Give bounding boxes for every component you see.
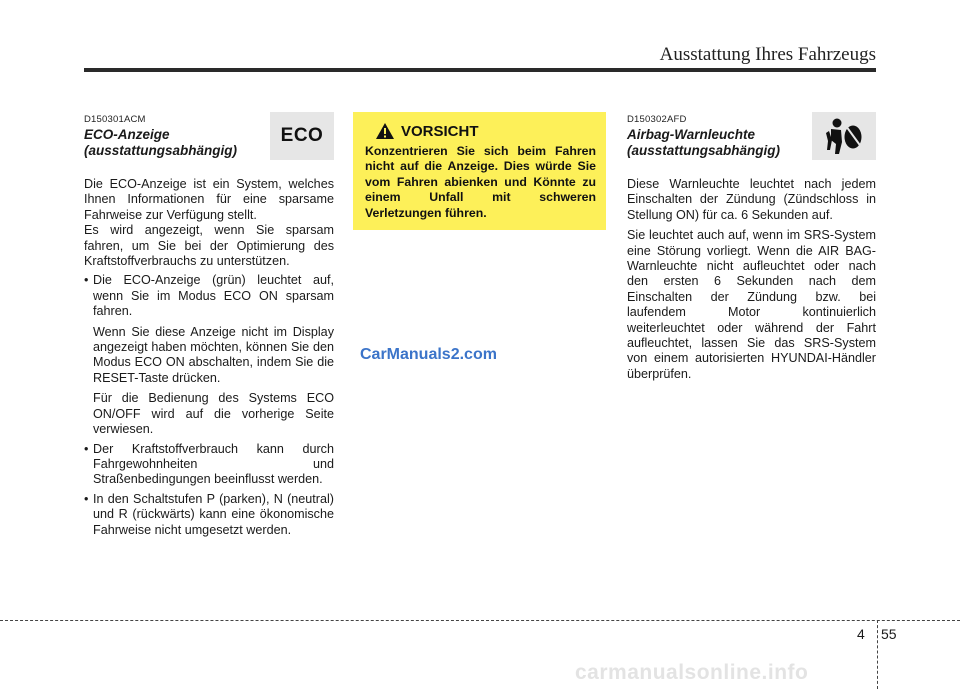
chapter-number: 4 xyxy=(857,626,865,642)
eco-bullet-3: • In den Schaltstufen P (parken), N (neutral) und R (rückwärts) kann eine ökonomische Fahrweise nicht umgesetzt werden. xyxy=(84,492,334,538)
site-watermark: carmanualsonline.info xyxy=(575,661,809,684)
airbag-section-body xyxy=(627,177,876,382)
eco-paragraph-1: Die ECO-Anzeige ist ein System, welches Ihnen Informationen für eine sparsame Fahrweise zur Verfügung stellt. xyxy=(84,177,334,222)
header-divider xyxy=(84,68,876,72)
eco-section-heading xyxy=(84,127,237,159)
warning-triangle-icon xyxy=(375,122,395,140)
footer-vertical-rule xyxy=(877,620,878,689)
caution-text: Konzentrieren Sie sich beim Fahren nicht auf die Anzeige. Dies würde Sie vom Fahren abienken und Könnte zu einem Unfall mit schweren Verletzungen führen. xyxy=(365,144,596,220)
eco-heading-line2: (ausstattungsabhängig) xyxy=(84,143,238,158)
airbag-heading-line2: (ausstattungsabhängig) xyxy=(627,143,781,158)
caution-header xyxy=(375,122,596,140)
eco-bullet-1-continuation-2: Für die Bedienung des Systems ECO ON/OFF wird auf die vorherige Seite verwiesen. xyxy=(93,391,334,437)
eco-bullet-1-continuation-1: Wenn Sie diese Anzeige nicht im Display angezeigt haben möchten, können Sie den Modus ECO ON abschalten, indem Sie die RESET-Taste drücken. xyxy=(93,324,334,385)
airbag-indicator-box xyxy=(812,112,876,160)
caution-box xyxy=(353,112,606,230)
eco-paragraph-2: Es wird angezeigt, wenn Sie sparsam fahren, um Sie bei der Optimierung des Kraftstoffverbrauchs zu unterstützen. xyxy=(84,223,334,269)
airbag-heading-line1: Airbag-Warnleuchte xyxy=(627,127,756,142)
eco-section-code: D150301ACM xyxy=(84,114,146,125)
page-number: 55 xyxy=(881,626,897,642)
airbag-section-code: D150302AFD xyxy=(627,114,687,125)
eco-heading-line1: ECO-Anzeige xyxy=(84,127,170,142)
page-header-title: Ausstattung Ihres Fahrzeugs xyxy=(659,44,876,65)
watermark-link[interactable]: CarManuals2.com xyxy=(360,346,497,363)
airbag-section-heading xyxy=(627,127,780,159)
airbag-warning-icon xyxy=(822,116,866,156)
airbag-paragraph-1: Diese Warnleuchte leuchtet nach jedem Einschalten der Zündung (Zündschloss in Stellung ON) für ca. 6 Sekunden auf. xyxy=(627,177,876,222)
caution-title: VORSICHT xyxy=(401,122,479,140)
eco-icon-label: ECO xyxy=(280,125,324,146)
eco-section-body xyxy=(84,177,334,538)
airbag-paragraph-2: Sie leuchtet auch auf, wenn im SRS-System eine Störung vorliegt. Wenn die AIR BAG-Warnleuchte nicht aufleuchtet oder nach den ersten 6 Sekunden nach dem Einschalten der Zündung bzw. bei laufendem Motor kontinuierlich weiterleuchtet oder während der Fahrt aufleuchtet, lassen Sie das SRS-System von einem autorisierten HYUNDAI-Händler überprüfen. xyxy=(627,228,876,381)
eco-bullet-2: • Der Kraftstoffverbrauch kann durch Fahrgewohnheiten und Straßenbedingungen beeinflusst werden. xyxy=(84,442,334,488)
eco-bullet-1: • Die ECO-Anzeige (grün) leuchtet auf, wenn Sie im Modus ECO ON sparsam fahren. xyxy=(84,273,334,319)
eco-indicator-icon xyxy=(270,112,334,160)
footer-dashed-rule xyxy=(0,620,960,621)
